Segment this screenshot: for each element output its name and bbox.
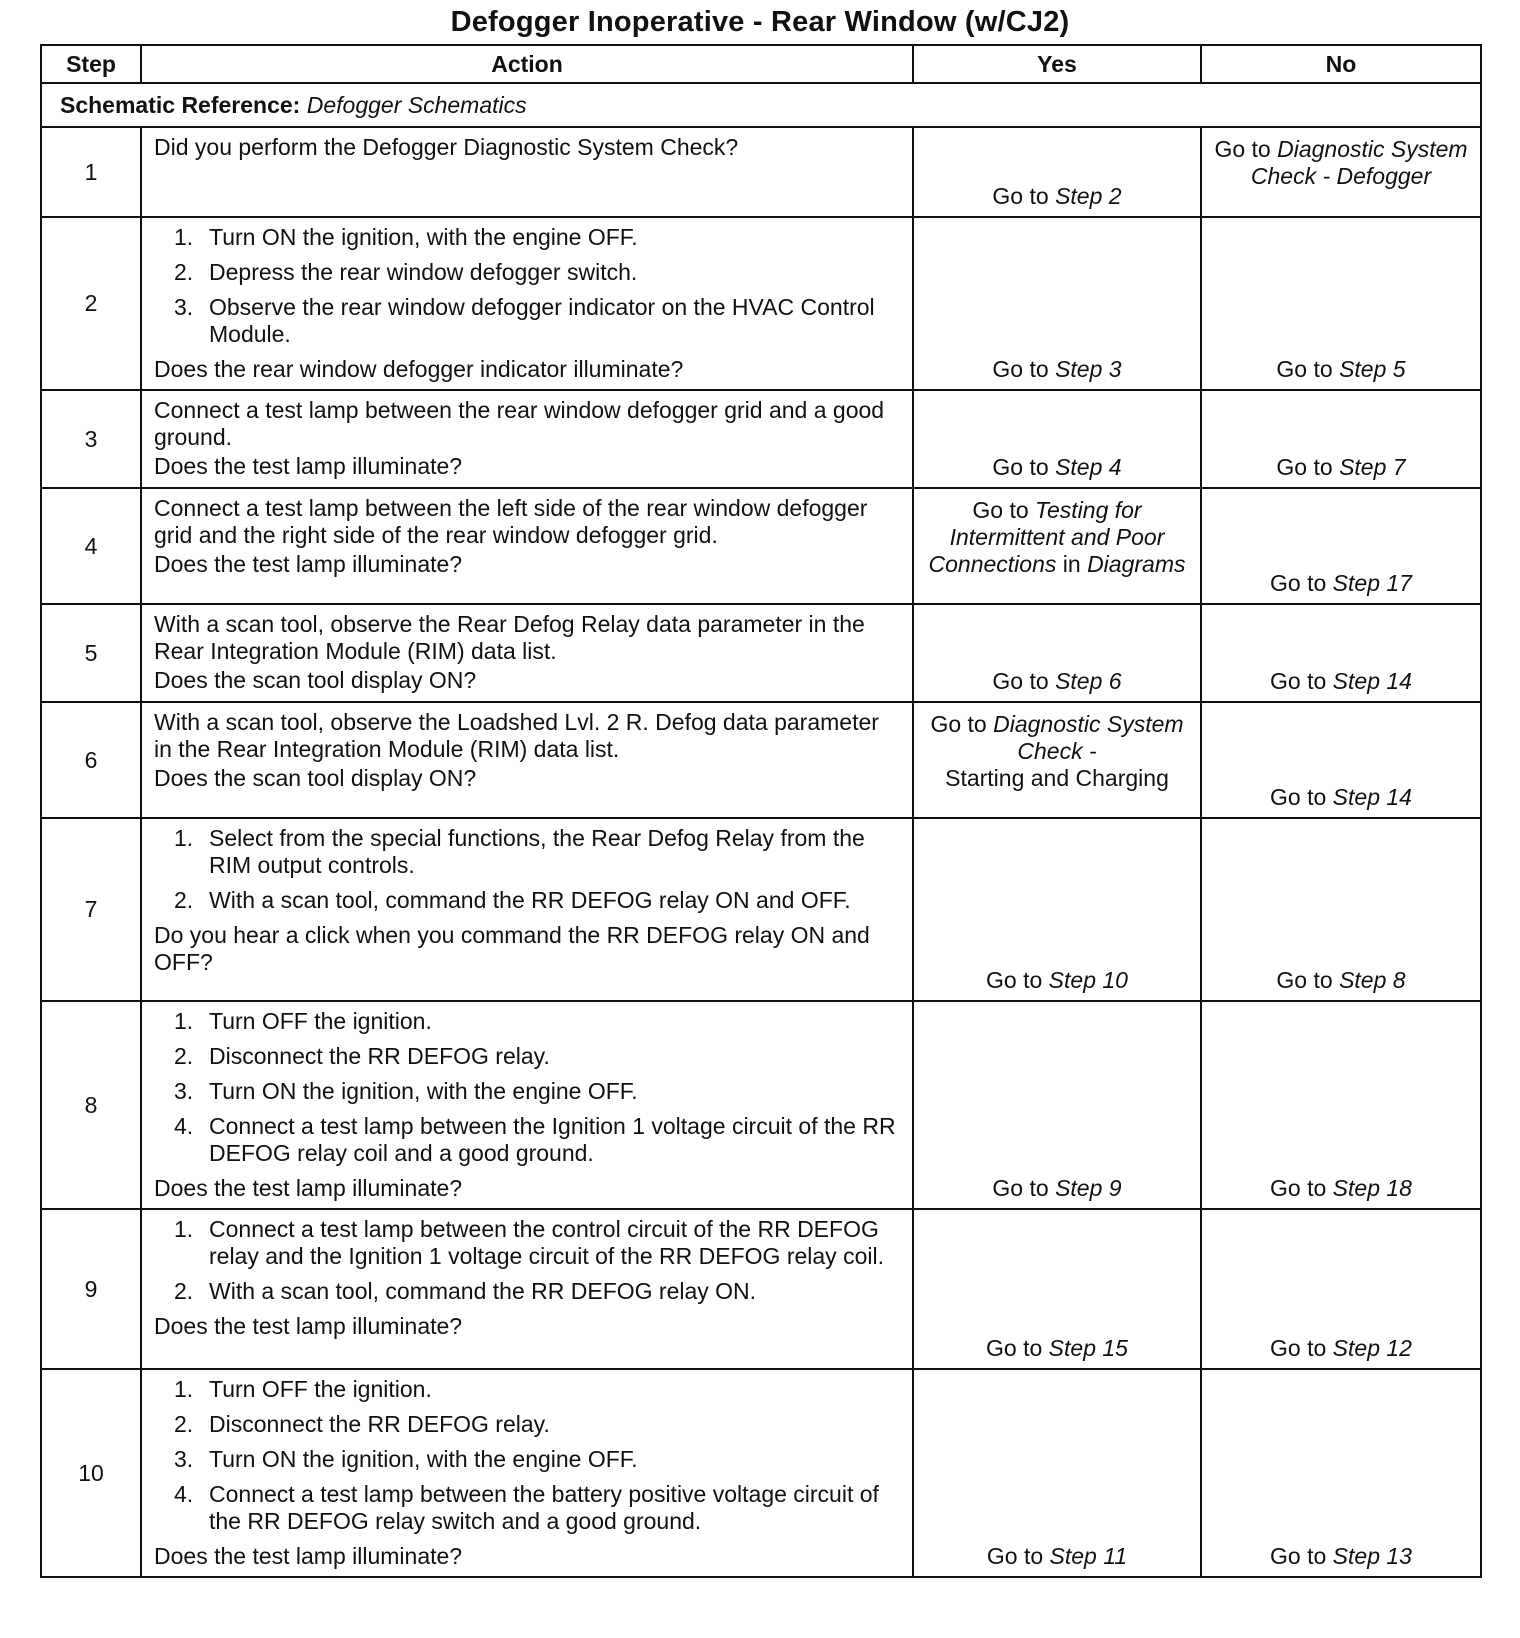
yes-cell xyxy=(913,1209,1201,1369)
go-to-label: Go to xyxy=(1270,570,1327,596)
no-target-link[interactable]: Step 12 xyxy=(1332,1335,1412,1361)
action-question: Does the test lamp illuminate? xyxy=(154,1175,463,1201)
yes-target-link[interactable]: Step 10 xyxy=(1048,967,1128,993)
action-question: Does the test lamp illuminate? xyxy=(154,1543,463,1569)
yes-target-link[interactable]: Step 2 xyxy=(1055,183,1122,209)
action-step-number: 4. xyxy=(174,1113,194,1139)
step-number: 9 xyxy=(41,1209,141,1369)
page-title: Defogger Inoperative - Rear Window (w/CJ2) xyxy=(450,6,1070,38)
go-to-label: Go to xyxy=(1276,356,1333,382)
step-number: 3 xyxy=(41,390,141,488)
go-to-label: Go to xyxy=(992,183,1049,209)
yes-cell xyxy=(913,1369,1201,1577)
no-cell xyxy=(1201,818,1481,1001)
yes-cell xyxy=(913,702,1201,818)
action-cell xyxy=(141,1001,913,1209)
header-yes: Yes xyxy=(913,45,1201,83)
no-cell xyxy=(1201,1369,1481,1577)
go-to-label: Go to xyxy=(972,497,1029,523)
action-step-item xyxy=(154,1278,900,1305)
action-question: Do you hear a click when you command the RR DEFOG relay ON and OFF? xyxy=(154,922,870,975)
no-cell xyxy=(1201,1001,1481,1209)
schematic-reference-row xyxy=(41,83,1481,127)
no-target-link[interactable]: Step 7 xyxy=(1339,454,1406,480)
go-to-label: Go to xyxy=(1276,454,1333,480)
go-to-label: Go to xyxy=(1276,967,1333,993)
action-step-number: 2. xyxy=(174,259,194,285)
action-step-number: 2. xyxy=(174,1278,194,1304)
step-number: 6 xyxy=(41,702,141,818)
action-step-number: 2. xyxy=(174,1043,194,1069)
action-cell xyxy=(141,217,913,390)
yes-target-link[interactable]: Step 6 xyxy=(1055,668,1122,694)
action-step-number: 3. xyxy=(174,294,194,320)
go-to-label: Go to xyxy=(986,1335,1043,1361)
action-step-number: 2. xyxy=(174,887,194,913)
action-step-number: 3. xyxy=(174,1078,194,1104)
action-step-text: Connect a test lamp between the battery positive voltage circuit of the RR DEFOG relay switch and a good ground. xyxy=(209,1481,879,1534)
step-row-6 xyxy=(41,702,1481,818)
yes-cell xyxy=(913,818,1201,1001)
action-step-number: 3. xyxy=(174,1446,194,1472)
action-question: Does the scan tool display ON? xyxy=(154,765,477,791)
step-row-3 xyxy=(41,390,1481,488)
yes-cell xyxy=(913,1001,1201,1209)
schematic-link[interactable]: Defogger Schematics xyxy=(306,91,527,118)
action-step-number: 4. xyxy=(174,1481,194,1507)
action-step-number: 2. xyxy=(174,1411,194,1437)
diagnostic-table xyxy=(40,44,1482,1578)
go-to-label: Go to xyxy=(1270,1175,1327,1201)
action-step-item xyxy=(154,1411,900,1438)
action-step-text: Turn OFF the ignition. xyxy=(209,1376,432,1402)
action-step-number: 1. xyxy=(174,1216,194,1242)
step-number: 4 xyxy=(41,488,141,604)
action-cell xyxy=(141,604,913,702)
step-row-7 xyxy=(41,818,1481,1001)
no-cell xyxy=(1201,217,1481,390)
action-step-text: Turn ON the ignition, with the engine OFF. xyxy=(209,1446,638,1472)
action-step-item xyxy=(154,1481,900,1535)
action-steps-list xyxy=(154,224,900,348)
action-text: Connect a test lamp between the rear window defogger grid and a good ground. xyxy=(154,397,885,450)
action-step-item xyxy=(154,1113,900,1167)
action-text: Did you perform the Defogger Diagnostic System Check? xyxy=(154,134,739,160)
no-cell xyxy=(1201,604,1481,702)
go-to-label: Go to xyxy=(992,454,1049,480)
schematic-reference xyxy=(41,83,1481,127)
go-to-label: Go to xyxy=(986,1543,1044,1569)
action-step-text: Disconnect the RR DEFOG relay. xyxy=(209,1411,550,1437)
action-cell xyxy=(141,1369,913,1577)
action-question: Does the test lamp illuminate? xyxy=(154,453,463,479)
no-target-link[interactable]: Diagnostic System Check - Defogger xyxy=(1250,136,1468,189)
action-steps-list xyxy=(154,1008,900,1167)
no-target-link[interactable]: Step 18 xyxy=(1332,1175,1412,1201)
yes-target-link[interactable]: Step 4 xyxy=(1055,454,1122,480)
action-step-text: With a scan tool, command the RR DEFOG relay ON and OFF. xyxy=(209,887,851,913)
yes-cell xyxy=(913,488,1201,604)
action-step-text: Turn ON the ignition, with the engine OFF. xyxy=(209,224,638,250)
header-step: Step xyxy=(41,45,141,83)
yes-cell xyxy=(913,390,1201,488)
go-to-label: Go to xyxy=(992,356,1049,382)
step-row-1 xyxy=(41,127,1481,217)
action-step-number: 1. xyxy=(174,1376,194,1402)
action-steps-list xyxy=(154,825,900,914)
yes-cell xyxy=(913,217,1201,390)
header-row xyxy=(41,45,1481,83)
action-step-item xyxy=(154,1078,900,1105)
action-question: Does the rear window defogger indicator illuminate? xyxy=(154,356,684,382)
action-text: With a scan tool, observe the Rear Defog Relay data parameter in the Rear Integration Module (RIM) data list. xyxy=(154,611,865,664)
action-step-item xyxy=(154,294,900,348)
action-steps-list xyxy=(154,1216,900,1305)
action-step-text: Depress the rear window defogger switch. xyxy=(209,259,638,285)
step-number: 5 xyxy=(41,604,141,702)
yes-target-link[interactable]: Testing for Intermittent and Poor Connections xyxy=(928,497,1165,577)
action-step-number: 1. xyxy=(174,825,194,851)
go-to-label: Go to xyxy=(986,967,1043,993)
action-step-item xyxy=(154,1376,900,1403)
action-cell xyxy=(141,390,913,488)
schematic-label: Schematic Reference: xyxy=(60,91,301,118)
action-step-item xyxy=(154,224,900,251)
action-step-item xyxy=(154,1446,900,1473)
action-step-text: Turn OFF the ignition. xyxy=(209,1008,432,1034)
link-continuation: Starting and Charging xyxy=(945,765,1169,791)
no-cell xyxy=(1201,702,1481,818)
action-step-item xyxy=(154,1008,900,1035)
action-question: Does the scan tool display ON? xyxy=(154,667,477,693)
step-row-10 xyxy=(41,1369,1481,1577)
go-to-label: Go to xyxy=(1270,668,1327,694)
yes-target-link[interactable]: Step 9 xyxy=(1055,1175,1122,1201)
action-text: Connect a test lamp between the left side of the rear window defogger grid and the right side of the rear window defogger grid. xyxy=(154,495,868,548)
no-target-link[interactable]: Step 14 xyxy=(1332,668,1412,694)
go-to-label: Go to xyxy=(1214,136,1271,162)
action-step-item xyxy=(154,887,900,914)
no-target-link[interactable]: Step 5 xyxy=(1339,356,1406,382)
header-action: Action xyxy=(141,45,913,83)
go-to-label: Go to xyxy=(1270,1335,1327,1361)
no-target-link[interactable]: Step 8 xyxy=(1339,967,1406,993)
yes-target-link[interactable]: Diagnostic System Check - xyxy=(993,711,1184,764)
no-target-link[interactable]: Step 13 xyxy=(1332,1543,1412,1569)
step-row-5 xyxy=(41,604,1481,702)
no-cell xyxy=(1201,488,1481,604)
action-step-text: Select from the special functions, the Rear Defog Relay from the RIM output controls. xyxy=(209,825,865,878)
action-step-text: With a scan tool, command the RR DEFOG relay ON. xyxy=(209,1278,757,1304)
no-cell xyxy=(1201,127,1481,217)
yes-target-link[interactable]: Step 3 xyxy=(1055,356,1122,382)
no-target-link[interactable]: Step 14 xyxy=(1332,784,1412,810)
action-cell xyxy=(141,127,913,217)
go-to-label: Go to xyxy=(1270,784,1327,810)
step-number: 2 xyxy=(41,217,141,390)
action-text: With a scan tool, observe the Loadshed Lvl. 2 R. Defog data parameter in the Rear Integration Module (RIM) data list. xyxy=(154,709,879,762)
action-question: Does the test lamp illuminate? xyxy=(154,551,463,577)
step-number: 7 xyxy=(41,818,141,1001)
action-step-text: Observe the rear window defogger indicator on the HVAC Control Module. xyxy=(209,294,875,347)
action-steps-list xyxy=(154,1376,900,1535)
no-target-link[interactable]: Step 17 xyxy=(1332,570,1412,596)
diagrams-link[interactable]: Diagrams xyxy=(1087,551,1186,577)
yes-cell xyxy=(913,604,1201,702)
link-suffix: in xyxy=(1062,551,1081,577)
step-number: 8 xyxy=(41,1001,141,1209)
yes-cell xyxy=(913,127,1201,217)
action-step-text: Turn ON the ignition, with the engine OFF. xyxy=(209,1078,638,1104)
step-row-2 xyxy=(41,217,1481,390)
action-question: Does the test lamp illuminate? xyxy=(154,1313,463,1339)
step-row-8 xyxy=(41,1001,1481,1209)
yes-target-link[interactable]: Step 15 xyxy=(1048,1335,1128,1361)
action-cell xyxy=(141,1209,913,1369)
no-cell xyxy=(1201,390,1481,488)
action-step-item xyxy=(154,1043,900,1070)
action-step-text: Connect a test lamp between the control circuit of the RR DEFOG relay and the Ignition 1 voltage circuit of the RR DEFOG relay coil. xyxy=(209,1216,884,1269)
go-to-label: Go to xyxy=(992,668,1049,694)
no-cell xyxy=(1201,1209,1481,1369)
action-step-number: 1. xyxy=(174,1008,194,1034)
go-to-label: Go to xyxy=(992,1175,1049,1201)
header-no: No xyxy=(1201,45,1481,83)
yes-target-link[interactable]: Step 11 xyxy=(1049,1543,1128,1569)
action-step-number: 1. xyxy=(174,224,194,250)
step-number: 1 xyxy=(41,127,141,217)
action-cell xyxy=(141,702,913,818)
action-cell xyxy=(141,818,913,1001)
action-step-item xyxy=(154,1216,900,1270)
step-number: 10 xyxy=(41,1369,141,1577)
step-row-9 xyxy=(41,1209,1481,1369)
action-step-text: Connect a test lamp between the Ignition 1 voltage circuit of the RR DEFOG relay coil and a good ground. xyxy=(209,1113,896,1166)
go-to-label: Go to xyxy=(930,711,987,737)
action-cell xyxy=(141,488,913,604)
step-row-4 xyxy=(41,488,1481,604)
action-step-text: Disconnect the RR DEFOG relay. xyxy=(209,1043,550,1069)
action-step-item xyxy=(154,259,900,286)
action-step-item xyxy=(154,825,900,879)
go-to-label: Go to xyxy=(1270,1543,1327,1569)
